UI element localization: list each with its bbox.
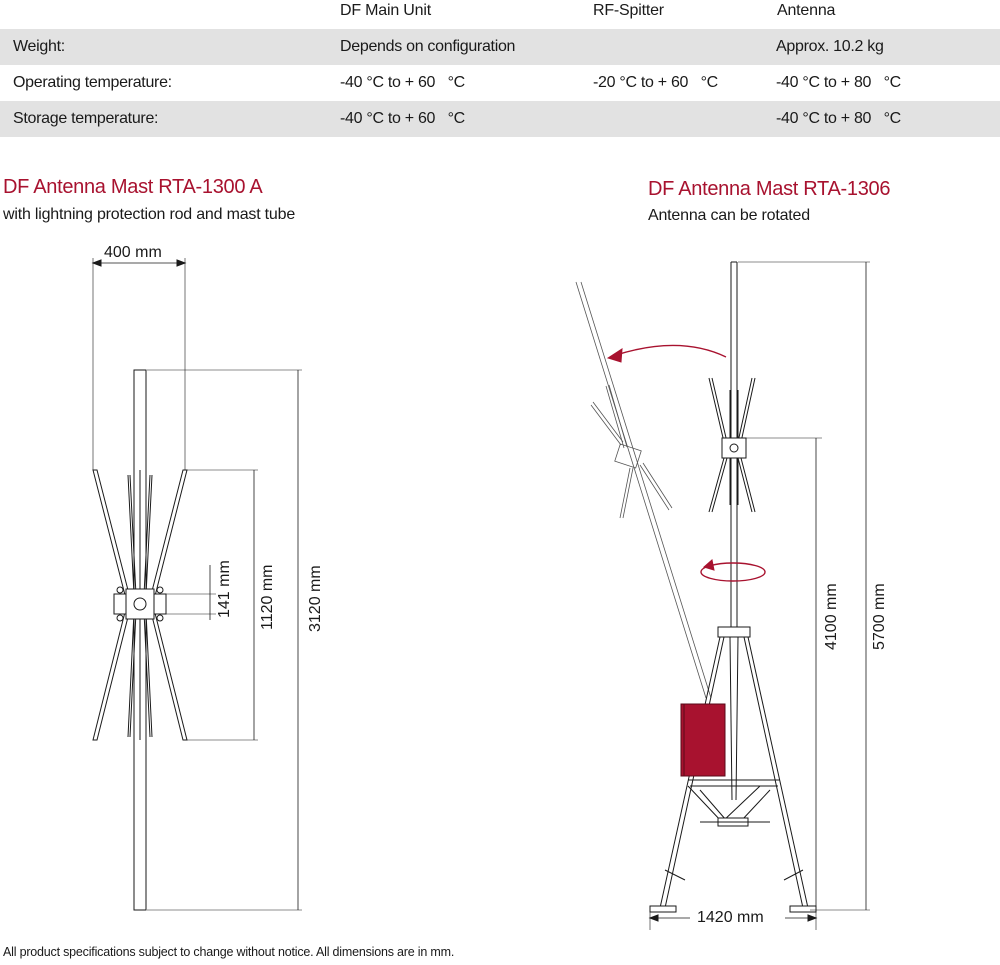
antenna-element <box>738 378 755 442</box>
row-label: Weight: <box>13 38 65 55</box>
dim-antenna-height-label: 4100 mm <box>823 583 840 650</box>
cell-antenna: -40 °C to + 80 °C <box>776 110 901 127</box>
col-header-antenna: Antenna <box>777 2 836 19</box>
dim-hub-label: 141 mm <box>216 560 233 618</box>
tilt-arrow <box>616 345 726 357</box>
right-diagram-subtitle: Antenna can be rotated <box>648 207 810 224</box>
left-diagram-subtitle: with lightning protection rod and mast tube <box>3 206 296 223</box>
dim-base-width-label: 1420 mm <box>697 909 764 926</box>
antenna-element <box>738 458 755 512</box>
antenna-element <box>709 458 727 512</box>
col-header-rf-splitter: RF-Spitter <box>593 2 664 19</box>
left-diagram-title: DF Antenna Mast RTA-1300 A <box>3 176 263 198</box>
cell-antenna: -40 °C to + 80 °C <box>776 74 901 91</box>
tilted-antenna-ghost <box>576 282 711 698</box>
cell-main-unit: Depends on configuration <box>340 38 516 55</box>
dim-total-height-label: 5700 mm <box>871 583 888 650</box>
cell-rf-splitter: -20 °C to + 60 °C <box>593 74 718 91</box>
antenna-element <box>709 378 727 442</box>
col-header-main-unit: DF Main Unit <box>340 2 431 19</box>
tripod <box>650 627 816 912</box>
row-label: Operating temperature: <box>13 74 172 91</box>
dim-element-label: 1120 mm <box>259 564 276 630</box>
cell-main-unit: -40 °C to + 60 °C <box>340 110 465 127</box>
dim-total-label: 3120 mm <box>307 565 324 632</box>
right-diagram-title: DF Antenna Mast RTA-1306 <box>648 178 891 200</box>
cell-main-unit: -40 °C to + 60 °C <box>340 74 465 91</box>
cell-antenna: Approx. 10.2 kg <box>776 38 884 55</box>
antenna-hub <box>722 438 746 458</box>
control-box <box>681 704 725 776</box>
footer-note: All product specifications subject to change without notice. All dimensions are in mm. <box>3 945 455 959</box>
dim-width-label: 400 mm <box>104 244 162 261</box>
row-label: Storage temperature: <box>13 110 159 127</box>
